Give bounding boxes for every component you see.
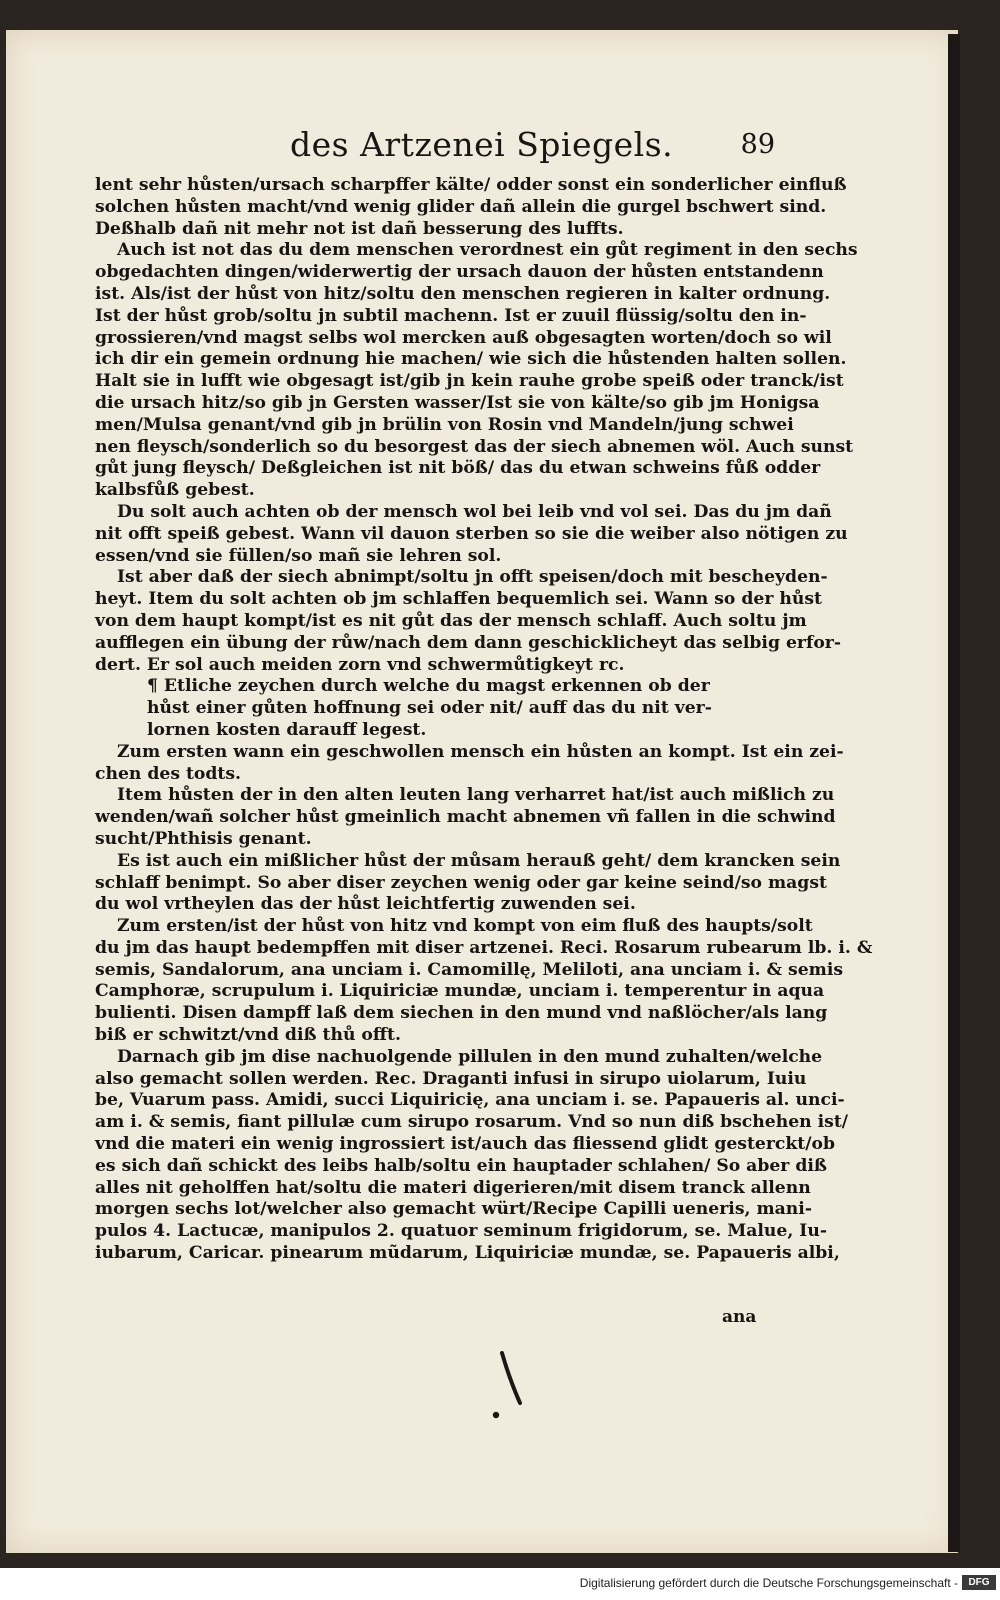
text-line: aufflegen ein übung der růw/nach dem dann geschicklicheyt das selbig erfor- (95, 632, 841, 653)
text-line: ¶ Etliche zeychen durch welche du magst erkennen ob der (147, 676, 710, 697)
text-line: es sich dañ schickt des leibs halb/soltu ein hauptader schlahen/ So aber diß (95, 1155, 827, 1176)
funding-credit: Digitalisierung gefördert durch die Deutsche Forschungsgemeinschaft - (579, 1576, 958, 1590)
dfg-logo: DFG (962, 1575, 996, 1590)
page-number: 89 (740, 129, 775, 160)
text-line: solchen hůsten macht/vnd wenig glider dañ allein die gurgel bschwert sind. (95, 196, 827, 217)
text-line: biß er schwitzt/vnd diß thů offt. (95, 1025, 401, 1046)
text-line: Darnach gib jm dise nachuolgende pillulen in den mund zuhalten/welche (117, 1046, 823, 1067)
text-line: nit offt speiß gebest. Wann vil dauon sterben so sie die weiber also nötigen zu (95, 523, 848, 544)
text-line: Ist der hůst grob/soltu jn subtil machenn. Ist er zuuil flüssig/soltu den in- (95, 305, 807, 326)
text-line: alles nit geholffen hat/soltu die materi digerieren/mit disem tranck allenn (95, 1177, 811, 1198)
text-line: Halt sie in lufft wie obgesagt ist/gib jn kein rauhe grobe speiß oder tranck/ist (95, 371, 844, 392)
text-line: Ist aber daß der siech abnimpt/soltu jn offt speisen/doch mit bescheyden- (117, 567, 828, 588)
text-line: kalbsfůß gebest. (95, 480, 255, 501)
text-line: Du solt auch achten ob der mensch wol bei leib vnd vol sei. Das du jm dañ (117, 501, 832, 522)
text-line: von dem haupt kompt/ist es nit gůt das der mensch schlaff. Auch soltu jm (95, 610, 807, 631)
text-line: ist. Als/ist der hůst von hitz/soltu den menschen regieren in kalter ordnung. (95, 283, 831, 304)
text-line: bulienti. Disen dampff laß dem siechen in den mund vnd naßlöcher/als lang (95, 1003, 828, 1024)
text-line: men/Mulsa genant/vnd gib jn brülin von Rosin vnd Mandeln/jung schwei (95, 414, 794, 435)
footer-bar (0, 1568, 1000, 1600)
text-line: sucht/Phthisis genant. (95, 828, 312, 849)
text-line: hůst einer gůten hoffnung sei oder nit/ auff das du nit ver- (147, 698, 712, 719)
text-line: pulos 4. Lactucæ, manipulos 2. quatuor seminum frigidorum, se. Malue, Iu- (95, 1221, 827, 1242)
text-line: be, Vuarum pass. Amidi, succi Liquiricię, ana unciam i. se. Papaueris al. unci- (95, 1090, 845, 1111)
text-line: du wol vrtheylen das der hůst leichtfertig zuwenden sei. (95, 894, 636, 915)
text-line: Item hůsten der in den alten leuten lang verharret hat/ist auch mißlich zu (117, 785, 835, 806)
text-line: iubarum, Caricar. pinearum mũdarum, Liquiriciæ mundæ, se. Papaueris albi, (95, 1243, 840, 1264)
text-line: morgen sechs lot/welcher also gemacht würt/Recipe Capilli ueneris, mani- (95, 1199, 812, 1220)
text-line: du jm das haupt bedempffen mit diser artzenei. Reci. Rosarum rubearum lb. i. & (95, 937, 873, 958)
text-line: lent sehr hůsten/ursach scharpffer kälte/ odder sonst ein sonderlicher einfluß (95, 175, 847, 195)
page-header (280, 115, 790, 175)
text-line: heyt. Item du solt achten ob jm schlaffen bequemlich sei. Wann so der hůst (95, 589, 822, 610)
text-line: essen/vnd sie füllen/so mañ sie lehren sol. (95, 545, 502, 566)
text-line: die ursach hitz/so gib jn Gersten wasser/Ist sie von kälte/so gib jm Honigsa (95, 392, 820, 413)
text-line: lornen kosten darauff legest. (147, 719, 427, 740)
text-line: Auch ist not das du dem menschen verordnest ein gůt regiment in den sechs (117, 240, 858, 261)
text-line: grossieren/vnd magst selbs wol mercken auß obgesagten worten/doch so wil (95, 327, 832, 348)
text-line: schlaff benimpt. So aber diser zeychen wenig oder gar keine seind/so magst (95, 872, 827, 893)
text-line: ich dir ein gemein ordnung hie machen/ wie sich die hůstenden halten sollen. (95, 349, 847, 370)
text-line: chen des todts. (95, 763, 242, 784)
text-line: obgedachten dingen/widerwertig der ursach dauon der hůsten entstandenn (95, 262, 824, 283)
body-text (95, 175, 873, 1265)
text-line: Zum ersten wann ein geschwollen mensch ein hůsten an kompt. Ist ein zei- (117, 741, 844, 762)
text-line: semis, Sandalorum, ana unciam i. Camomillę, Meliloti, ana unciam i. & semis (95, 959, 844, 980)
text-line: also gemacht sollen werden. Rec. Draganti infusi in sirupo uiolarum, Iuiu (95, 1068, 807, 1089)
text-line: gůt jung fleysch/ Deßgleichen ist nit böß/ das du etwan schweins fůß odder (95, 458, 821, 479)
text-line: dert. Er sol auch meiden zorn vnd schwermůtigkeyt rc. (95, 654, 625, 675)
text-line: am i. & semis, fiant pillulæ cum sirupo rosarum. Vnd so nun diß bschehen ist/ (95, 1112, 849, 1133)
text-line: Zum ersten/ist der hůst von hitz vnd kompt von eim fluß des haupts/solt (117, 916, 813, 937)
text-line: wenden/wañ solcher hůst gmeinlich macht abnemen vñ fallen in die schwind (95, 807, 836, 828)
ink-mark-icon (488, 1345, 548, 1425)
text-line: vnd die materi ein wenig ingrossiert ist/auch das fliessend glidt gesterckt/ob (95, 1134, 835, 1155)
catchword: ana (722, 1307, 757, 1327)
page-edge-shadow (948, 34, 960, 1552)
text-line: Camphoræ, scrupulum i. Liquiriciæ mundæ, unciam i. temperentur in aqua (95, 981, 825, 1002)
text-line: Deßhalb dañ nit mehr not ist dañ besserung des luffts. (95, 218, 624, 239)
text-line: Es ist auch ein mißlicher hůst der můsam herauß geht/ dem krancken sein (117, 850, 841, 871)
text-line: nen fleysch/sonderlich so du besorgest das der siech abnemen wöl. Auch sunst (95, 436, 854, 457)
running-title: des Artzenei Spiegels. (290, 125, 674, 164)
